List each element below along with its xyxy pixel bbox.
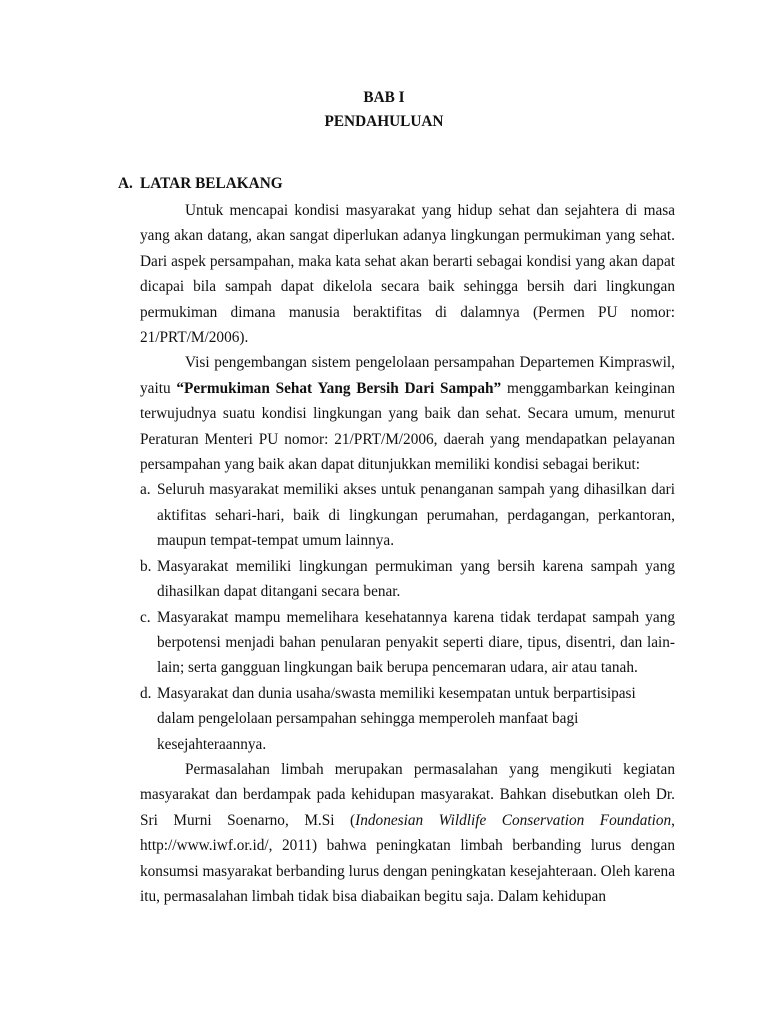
list-item [140,605,675,681]
list-marker: b. [140,557,152,575]
section-heading [118,174,283,194]
list-item-text: Seluruh masyarakat memiliki akses untuk penanganan sampah yang dihasilkan dari aktifitas sehari-hari, baik di lingkungan perumahan, perdagangan, perkantoran, maupun tempat-tempat umum lainnya. [157,481,675,550]
list-marker: d. [140,684,152,702]
section-letter: A. [118,175,133,192]
paragraph-1: Untuk mencapai kondisi masyarakat yang hidup sehat dan sejahtera di masa yang akan datang, akan sangat diperlukan adanya lingkungan permukiman yang sehat. Dari aspek persampahan, maka kata sehat akan berarti sebagai kondisi yang akan dapat dicapai bila sampah dapat dikelola secara baik sehingga bersih dari lingkungan permukiman dimana manusia beraktifitas di dalamnya (Permen PU nomor: 21/PRT/M/2006). [140,202,675,347]
foundation-name: Indonesian Wildlife Conservation Foundation [355,811,672,829]
body-text [140,198,675,909]
condition-list [140,477,675,756]
list-item-text: Masyarakat dan dunia usaha/swasta memiliki kesempatan untuk berpartisipasi dalam pengelolaan persampahan sehingga memperoleh manfaat bagi kesejahteraannya. [157,684,636,753]
section-title: LATAR BELAKANG [140,175,283,192]
list-item-text: Masyarakat memiliki lingkungan permukiman yang bersih karena sampah yang dihasilkan dapat ditangani secara benar. [157,557,675,601]
chapter-title: PENDAHULUAN [324,113,444,130]
list-marker: a. [140,481,151,499]
paragraph-3-rest: , http://www.iwf.or.id/, 2011) bahwa peningkatan limbah berbanding lurus dengan konsumsi masyarakat berbanding lurus dengan peningkatan kesejahteraan. Oleh karena itu, permasalahan limbah tidak bisa diabaikan begitu saja. Dalam kehidupan [140,811,675,905]
paragraph-2-intro: Visi pengembangan sistem pengelolaan persampahan Departemen Kimpraswil, yaitu [140,354,675,397]
paragraph-2 [140,350,675,477]
chapter-label: BAB I [363,89,405,106]
list-item-text: Masyarakat mampu memelihara kesehatannya karena tidak terdapat sampah yang berpotensi menjadi bahan penularan penyakit seperti diare, tipus, disentri, dan lain-lain; serta gangguan lingkungan baik berupa pencemaran udara, air atau tanah. [157,608,675,677]
list-marker: c. [140,608,151,626]
paragraph-3-intro: Permasalahan limbah merupakan permasalahan yang mengikuti kegiatan masyarakat dan berdampak pada kehidupan masyarakat. Bahkan disebutkan oleh Dr. Sri Murni Soenarno, M.Si ( [140,760,675,829]
paragraph-2-rest: menggambarkan keinginan terwujudnya suatu kondisi lingkungan yang baik dan sehat. Secara umum, menurut Peraturan Menteri PU nomor: 21/PRT/M/2006, daerah yang mendapatkan pelayanan persampahan yang baik akan dapat ditunjukkan memiliki kondisi sebagai berikut: [140,379,675,474]
vision-quote: “Permukiman Sehat Yang Bersih Dari Sampah” [176,379,502,397]
list-item [140,477,675,553]
list-item [140,554,675,605]
paragraph-3 [140,757,675,909]
list-item [140,681,675,757]
